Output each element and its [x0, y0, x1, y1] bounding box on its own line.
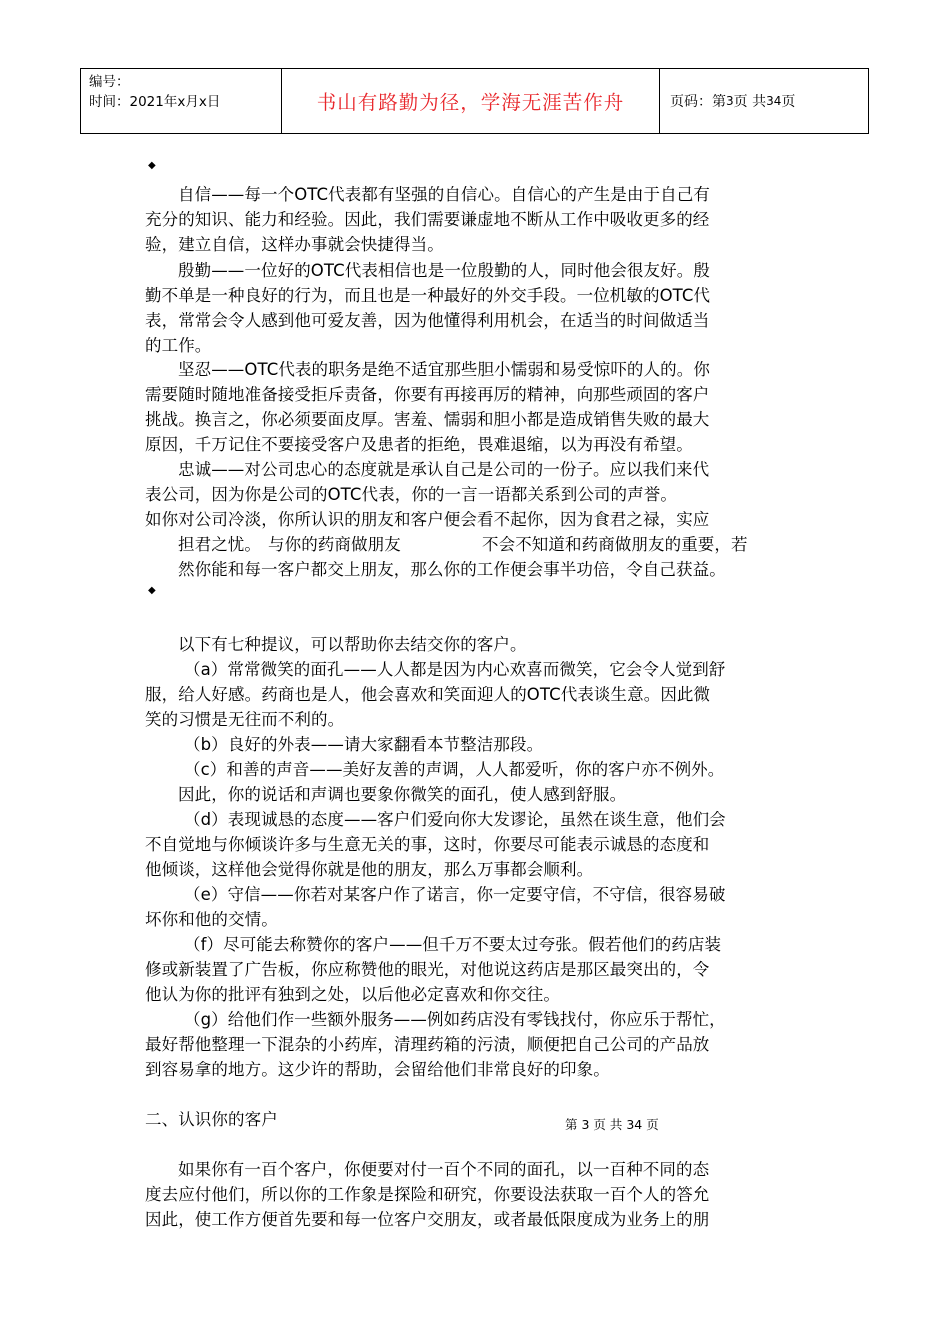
- page-mid: 页 共: [733, 94, 767, 110]
- body-line: 不自觉地与你倾谈许多与生意无关的事，这时，你要尽可能表示诚恳的态度和: [145, 835, 710, 854]
- body-line: 到容易拿的地方。这少许的帮助，会留给他们非常良好的印象。: [145, 1060, 610, 1079]
- body-line: 充分的知识、能力和经验。因此，我们需要谦虚地不断从工作中吸收更多的经: [145, 210, 710, 229]
- body-line: （b）良好的外表——请大家翻看本节整洁那段。: [184, 735, 544, 754]
- header-page-info: [660, 69, 868, 133]
- section-heading: 二、认识你的客户: [145, 1110, 278, 1129]
- page-number-footer: 第 3 页 共 34 页: [565, 1117, 659, 1132]
- body-line: （d）表现诚恳的态度——客户们爱向你大发谬论，虽然在谈生意，他们会: [184, 810, 726, 829]
- page-prefix: 页码：第: [670, 94, 726, 110]
- body-line: 忠诚——对公司忠心的态度就是承认自己是公司的一份子。应以我们来代: [178, 460, 710, 479]
- body-line: 的工作。: [145, 336, 212, 355]
- body-line: 因此，使工作方便首先要和每一位客户交朋友，或者最低限度成为业务上的朋: [145, 1210, 710, 1229]
- body-line: 以下有七种提议，可以帮助你去结交你的客户。: [178, 635, 527, 654]
- date-line: 时间：2021年x月x日: [89, 94, 221, 110]
- body-line: 自信——每一个OTC代表都有坚强的自信心。自信心的产生是由于自己有: [178, 185, 710, 204]
- body-line: （f）尽可能去称赞你的客户——但千万不要太过夸张。假若他们的药店装: [184, 935, 722, 954]
- body-line: 然你能和每一客户都交上朋友，那么你的工作便会事半功倍，令自己获益。: [178, 560, 726, 579]
- page-total: 34: [766, 94, 782, 108]
- page-current: 3: [726, 94, 734, 108]
- body-line: 最好帮他整理一下混杂的小药库，清理药箱的污渍，顺便把自己公司的产品放: [145, 1035, 710, 1054]
- body-line: 如果你有一百个客户，你便要对付一百个不同的面孔，以一百种不同的态: [178, 1160, 710, 1179]
- body-line: （a）常常微笑的面孔——人人都是因为内心欢喜而微笑，它会令人觉到舒: [184, 660, 726, 679]
- header-table: [80, 68, 869, 134]
- body-line: 验，建立自信，这样办事就会快捷得当。: [145, 235, 444, 254]
- body-line: 殷勤——一位好的OTC代表相信也是一位殷勤的人，同时他会很友好。殷: [178, 261, 710, 280]
- body-line: 服，给人好感。药商也是人，他会喜欢和笑面迎人的OTC代表谈生意。因此微: [145, 685, 711, 704]
- body-line: 因此，你的说话和声调也要象你微笑的面孔，使人感到舒服。: [178, 785, 627, 804]
- body-line: 如你对公司冷淡，你所认识的朋友和客户便会看不起你，因为食君之禄，实应: [145, 510, 710, 529]
- body-line: 表公司，因为你是公司的OTC代表，你的一言一语都关系到公司的声誉。: [145, 485, 677, 504]
- body-line: （g）给他们作一些额外服务——例如药店没有零钱找付，你应乐于帮忙，: [184, 1010, 726, 1029]
- body-line: 修或新装置了广告板，你应称赞他的眼光，对他说这药店是那区最突出的，令: [145, 960, 710, 979]
- body-line: （e）守信——你若对某客户作了诺言，你一定要守信，不守信，很容易破: [184, 885, 726, 904]
- body-line: 坚忍——OTC代表的职务是绝不适宜那些胆小懦弱和易受惊吓的人的。你: [178, 360, 710, 379]
- body-line: 不会不知道和药商做朋友的重要，若: [482, 535, 748, 554]
- page-suffix: 页: [781, 94, 796, 110]
- header-meta-cell: [81, 69, 282, 133]
- body-line: 勤不单是一种良好的行为，而且也是一种最好的外交手段。一位机敏的OTC代: [145, 286, 711, 305]
- serial-label: 编号：: [89, 74, 130, 90]
- body-line: 原因，千万记住不要接受客户及患者的拒绝，畏难退缩，以为再没有希望。: [145, 435, 693, 454]
- body-line: 表，常常会令人感到他可爱友善，因为他懂得利用机会，在适当的时间做适当: [145, 311, 710, 330]
- body-line: 需要随时随地准备接受拒斥责备，你要有再接再厉的精神，向那些顽固的客户: [145, 385, 710, 404]
- header-motto: 书山有路勤为径，学海无涯苦作舟: [282, 69, 660, 133]
- body-line: 担君之忧。: [178, 535, 261, 554]
- body-line: 挑战。换言之，你必须要面皮厚。害羞、懦弱和胆小都是造成销售失败的最大: [145, 410, 710, 429]
- bullet-marker: ◆: [148, 160, 156, 171]
- body-line: 他认为你的批评有独到之处，以后他必定喜欢和你交往。: [145, 985, 560, 1004]
- body-line: 笑的习惯是无往而不利的。: [145, 710, 345, 729]
- body-line: 度去应付他们，所以你的工作象是探险和研究，你要设法获取一百个人的答允: [145, 1185, 710, 1204]
- section-heading: 与你的药商做朋友: [268, 535, 401, 554]
- body-line: （c）和善的声音——美好友善的声调，人人都爱听，你的客户亦不例外。: [184, 760, 725, 779]
- bullet-marker: ◆: [148, 585, 156, 596]
- body-line: 他倾谈，这样他会觉得你就是他的朋友，那么万事都会顺利。: [145, 860, 594, 879]
- body-line: 坏你和他的交情。: [145, 910, 278, 929]
